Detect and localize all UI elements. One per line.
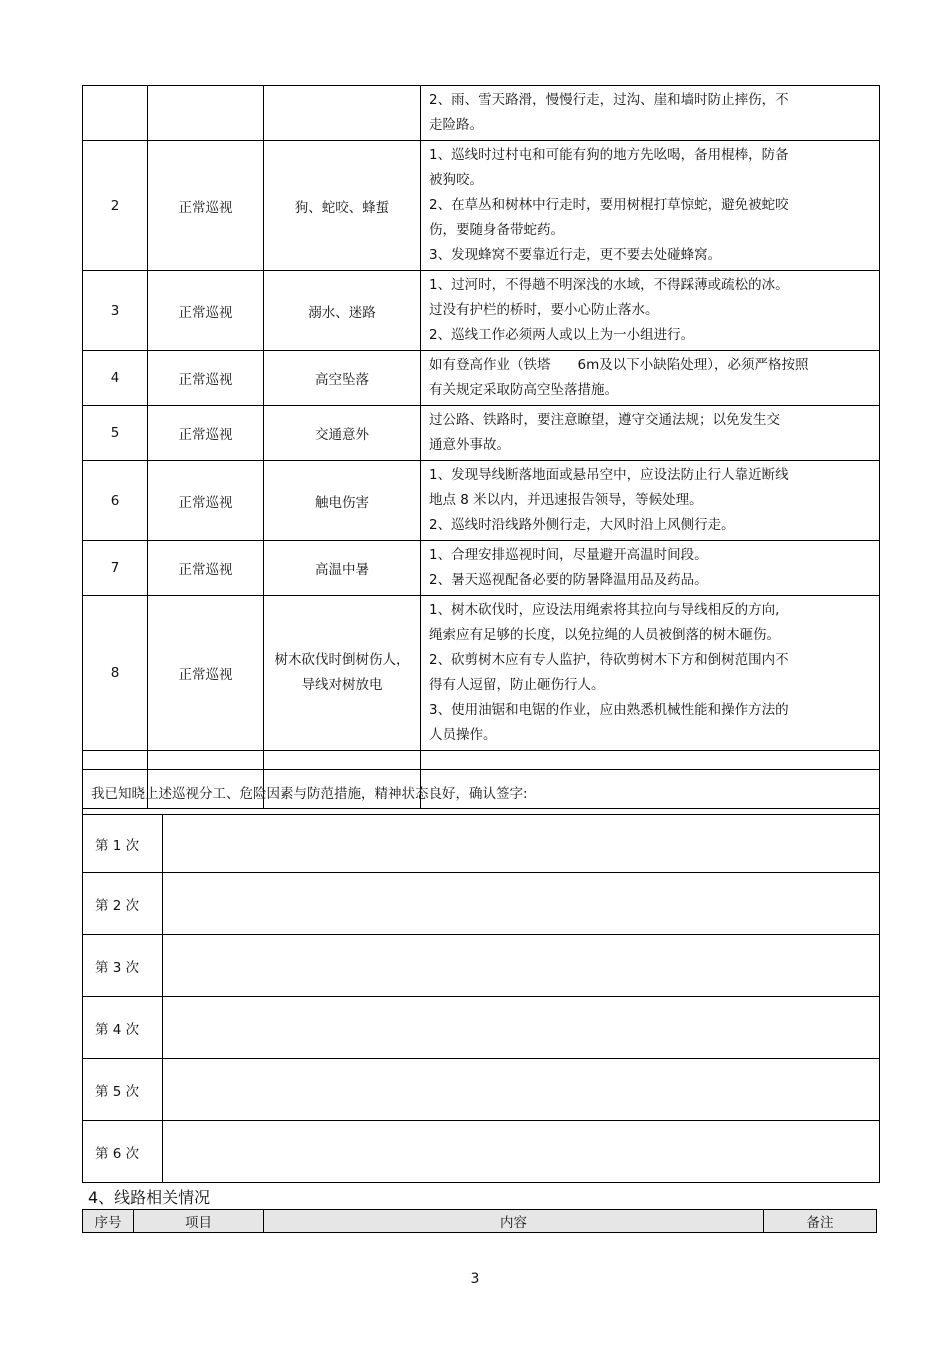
row-number: 6 <box>83 461 148 541</box>
table-row <box>83 351 880 406</box>
measures-cell <box>421 461 880 541</box>
measures-cell <box>421 406 880 461</box>
sign-round-label: 第 2 次 <box>83 873 163 935</box>
measures-cell <box>421 271 880 351</box>
work-type: 正常巡视 <box>148 461 264 541</box>
row-number: 8 <box>83 596 148 751</box>
signature-table <box>82 769 880 1183</box>
row-number: 2 <box>83 141 148 271</box>
measure-line: 得有人逗留，防止砸伤行人。 <box>429 677 605 693</box>
sign-row <box>83 935 880 997</box>
measures-cell <box>421 86 880 141</box>
signature-field[interactable] <box>163 997 880 1059</box>
measure-line: 1、发现导线断落地面或悬吊空中，应设法防止行人靠近断线 <box>429 467 789 483</box>
sign-round-label: 第 3 次 <box>83 935 163 997</box>
sign-round-label: 第 5 次 <box>83 1059 163 1121</box>
signature-field[interactable] <box>163 815 880 873</box>
work-type: 正常巡视 <box>148 406 264 461</box>
measure-line: 2、在草丛和树林中行走时，要用树棍打草惊蛇，避免被蛇咬 <box>429 197 789 213</box>
measure-line: 1、树木砍伐时，应设法用绳索将其拉向与导线相反的方向, <box>429 602 780 618</box>
measure-line: 走险路。 <box>429 117 483 133</box>
measure-line: 有关规定采取防高空坠落措施。 <box>429 382 618 398</box>
risk-table <box>82 85 880 809</box>
hazard: 高温中暑 <box>264 541 421 596</box>
column-header: 备注 <box>764 1210 877 1233</box>
signature-field[interactable] <box>163 1059 880 1121</box>
statement-row <box>83 770 880 815</box>
measure-line: 3、发现蜂窝不要靠近行走，更不要去处碰蜂窝。 <box>429 247 722 263</box>
sign-row <box>83 997 880 1059</box>
measure-line: 被狗咬。 <box>429 172 483 188</box>
table-row <box>83 406 880 461</box>
sign-row <box>83 815 880 873</box>
measure-line: 2、暑天巡视配备必要的防暑降温用品及药品。 <box>429 572 708 588</box>
measure-line: 2、砍剪树木应有专人监护，待砍剪树木下方和倒树范围内不 <box>429 652 789 668</box>
table-row <box>83 86 880 141</box>
measures-cell <box>421 596 880 751</box>
measure-line: 人员操作。 <box>429 727 497 743</box>
section-title: 4、线路相关情况 <box>88 1188 211 1207</box>
signature-field[interactable] <box>163 873 880 935</box>
measure-line: 伤，要随身备带蛇药。 <box>429 222 564 238</box>
column-header: 项目 <box>134 1210 264 1233</box>
measures-cell <box>421 141 880 271</box>
row-number <box>83 86 148 141</box>
measure-line: 地点 8 米以内，并迅速报告领导，等候处理。 <box>429 492 703 508</box>
header-row <box>83 1210 877 1233</box>
table-row <box>83 141 880 271</box>
sign-round-label: 第 4 次 <box>83 997 163 1059</box>
measure-line: 过没有护栏的桥时，要小心防止落水。 <box>429 302 659 318</box>
hazard: 树木砍伐时倒树伤人，导线对树放电 <box>264 596 421 751</box>
page-number: 3 <box>470 1271 480 1287</box>
measures-cell <box>421 351 880 406</box>
measure-line: 3、使用油锯和电锯的作业，应由熟悉机械性能和操作方法的 <box>429 702 789 718</box>
column-header: 序号 <box>83 1210 134 1233</box>
signature-field[interactable] <box>163 935 880 997</box>
measure-line: 1、合理安排巡视时间，尽量避开高温时间段。 <box>429 547 708 563</box>
hazard: 狗、蛇咬、蜂蜇 <box>264 141 421 271</box>
measure-line: 1、巡线时过村屯和可能有狗的地方先吆喝，备用棍棒，防备 <box>429 147 789 163</box>
hazard: 触电伤害 <box>264 461 421 541</box>
column-header: 内容 <box>264 1210 764 1233</box>
row-number: 7 <box>83 541 148 596</box>
table-row <box>83 461 880 541</box>
work-type: 正常巡视 <box>148 596 264 751</box>
table-row <box>83 541 880 596</box>
hazard: 高空坠落 <box>264 351 421 406</box>
work-type: 正常巡视 <box>148 271 264 351</box>
work-type <box>148 86 264 141</box>
row-number: 3 <box>83 271 148 351</box>
row-number: 4 <box>83 351 148 406</box>
sign-round-label: 第 1 次 <box>83 815 163 873</box>
sign-row <box>83 1121 880 1183</box>
sign-row <box>83 873 880 935</box>
measure-line: 如有登高作业（铁塔 6m及以下小缺陷处理），必须严格按照 <box>429 357 809 373</box>
table-row <box>83 596 880 751</box>
line-info-table <box>82 1209 877 1233</box>
measure-line: 1、过河时，不得趟不明深浅的水域，不得踩薄或疏松的冰。 <box>429 277 789 293</box>
measure-line: 过公路、铁路时，要注意瞭望，遵守交通法规；以免发生交 <box>429 412 780 428</box>
sign-row <box>83 1059 880 1121</box>
measure-line: 2、巡线工作必须两人或以上为一小组进行。 <box>429 327 695 343</box>
hazard <box>264 86 421 141</box>
signature-field[interactable] <box>163 1121 880 1183</box>
work-type: 正常巡视 <box>148 141 264 271</box>
measure-line: 绳索应有足够的长度，以免拉绳的人员被倒落的树木砸伤。 <box>429 627 780 643</box>
hazard: 溺水、迷路 <box>264 271 421 351</box>
measures-cell <box>421 541 880 596</box>
measure-line: 通意外事故。 <box>429 437 510 453</box>
row-number: 5 <box>83 406 148 461</box>
confirmation-statement: 我已知晓上述巡视分工、危险因素与防范措施，精神状态良好，确认签字: <box>83 770 880 815</box>
measure-line: 2、巡线时沿线路外侧行走，大风时沿上风侧行走。 <box>429 517 735 533</box>
work-type: 正常巡视 <box>148 541 264 596</box>
work-type: 正常巡视 <box>148 351 264 406</box>
hazard: 交通意外 <box>264 406 421 461</box>
measure-line: 2、雨、雪天路滑，慢慢行走，过沟、崖和墙时防止摔伤，不 <box>429 92 789 108</box>
sign-round-label: 第 6 次 <box>83 1121 163 1183</box>
table-row <box>83 271 880 351</box>
